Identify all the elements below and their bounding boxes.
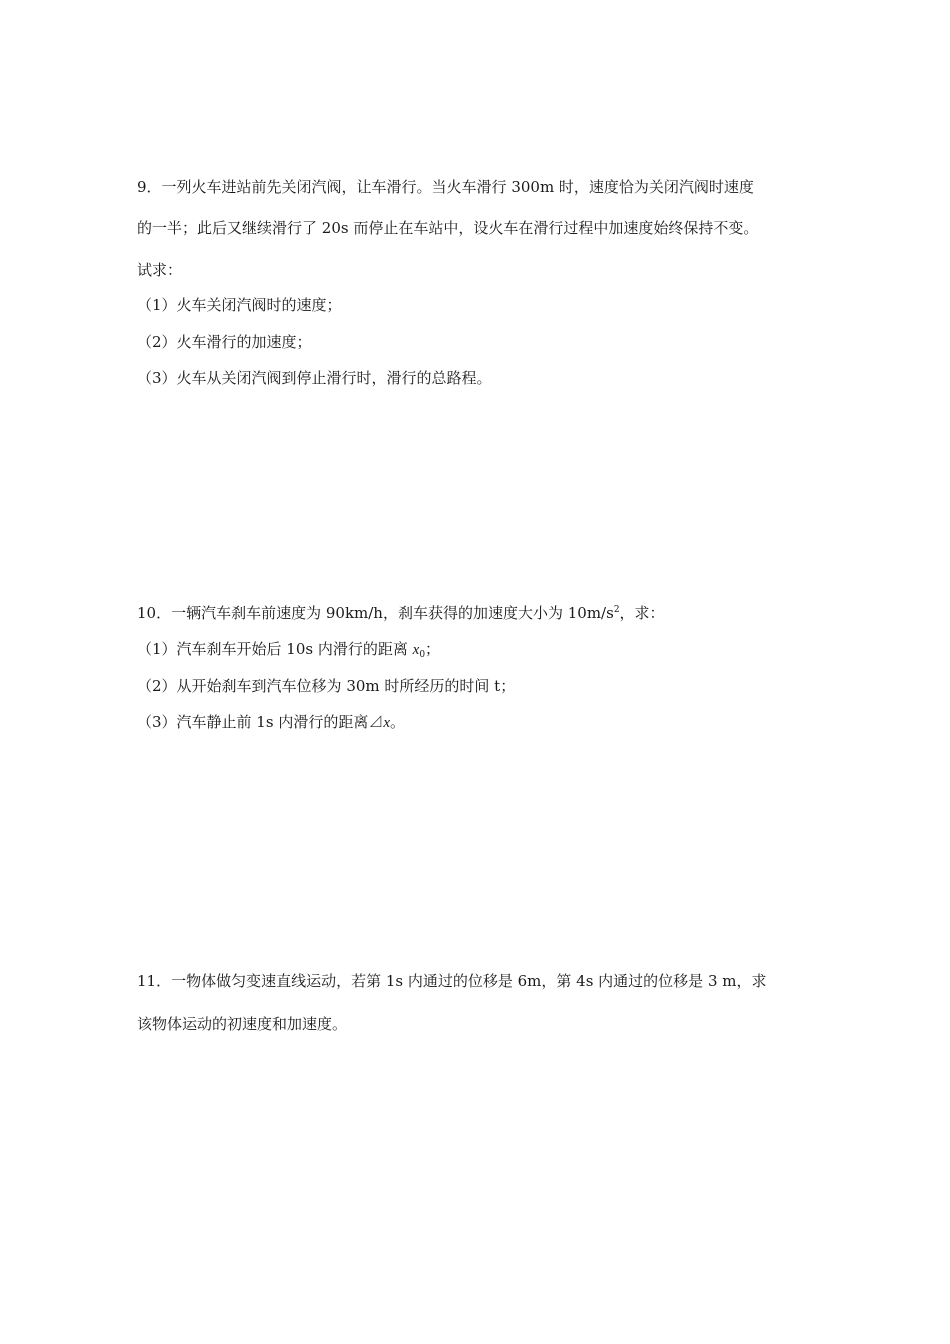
q10-sub3-variable: x — [383, 715, 390, 731]
q9-subquestion-1: （1）火车关闭汽阀时的速度； — [137, 296, 342, 314]
q10-sub1-end: ； — [425, 640, 441, 658]
q9-stem-line-2: 的一半；此后又继续滑行了 20s 而停止在车站中，设火车在滑行过程中加速度始终保持不变。 — [137, 219, 759, 237]
q10-stem-end: ，求： — [619, 604, 665, 622]
q10-unit-exponent: 2 — [613, 605, 620, 615]
q9-stem-line-3: 试求： — [137, 261, 183, 279]
q11-stem-line-1: 11．一物体做匀变速直线运动，若第 1s 内通过的位移是 6m，第 4s 内通过的位移是 3 m，求 — [137, 972, 767, 990]
q9-stem-line-1: 9．一列火车进站前先关闭汽阀，让车滑行。当火车滑行 300m 时，速度恰为关闭汽阀时速度 — [137, 178, 754, 196]
q10-subquestion-2: （2）从开始刹车到汽车位移为 30m 时所经历的时间 t； — [137, 677, 516, 695]
q10-stem-line-1 — [137, 603, 665, 623]
q10-sub3-end: 。 — [390, 713, 406, 731]
q10-sub1-text: （1）汽车刹车开始后 10s 内滑行的距离 — [137, 640, 413, 658]
q10-sub1-variable: x — [412, 642, 420, 658]
q10-sub3-text: （3）汽车静止前 1s 内滑行的距离⊿ — [137, 713, 384, 731]
q11-stem-line-2: 该物体运动的初速度和加速度。 — [137, 1015, 348, 1033]
q9-subquestion-3: （3）火车从关闭汽阀到停止滑行时，滑行的总路程。 — [137, 369, 492, 387]
q10-subquestion-1 — [137, 639, 440, 660]
q10-stem-text: 10．一辆汽车刹车前速度为 90km/h，刹车获得的加速度大小为 10m/s — [137, 604, 614, 622]
q9-subquestion-2: （2）火车滑行的加速度； — [137, 333, 312, 351]
q10-sub1-subscript: 0 — [419, 650, 426, 660]
q10-subquestion-3 — [137, 712, 405, 733]
